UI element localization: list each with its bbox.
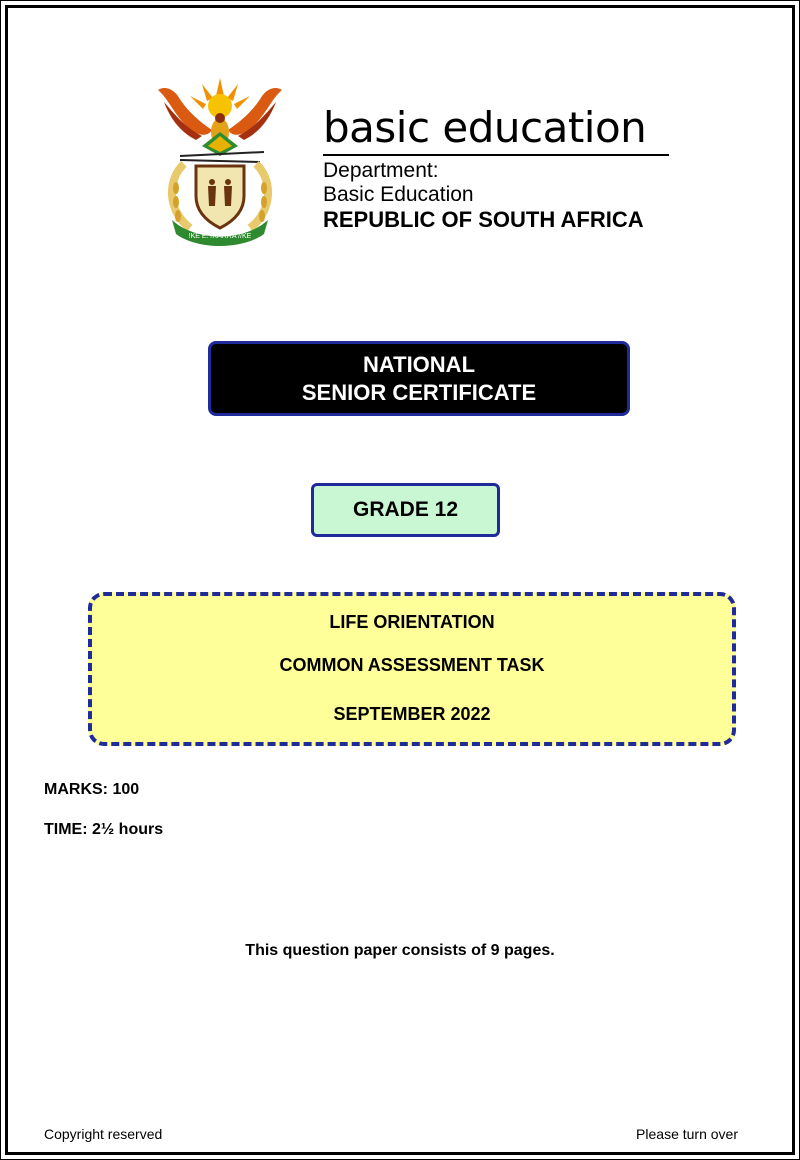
marks-total: MARKS: 100 [44, 781, 140, 798]
exam-date: SEPTEMBER 2022 [333, 704, 491, 724]
grade-badge: GRADE 12 [311, 483, 500, 537]
page-count-note: This question paper consists of 9 pages. [245, 942, 555, 959]
subject-box [88, 592, 736, 746]
svg-text:!KE E: /XARRA //KE: !KE E: /XARRA //KE [188, 233, 252, 240]
footer-copyright: Copyright reserved [44, 1126, 163, 1142]
department-name: Basic Education [323, 183, 474, 206]
department-label: Department: [323, 159, 439, 182]
assessment-task: COMMON ASSESSMENT TASK [279, 655, 545, 675]
certificate-title-line1: NATIONAL [362, 351, 476, 377]
certificate-title-box [208, 341, 630, 416]
footer-turn-over: Please turn over [636, 1126, 738, 1142]
country-name: REPUBLIC OF SOUTH AFRICA [323, 207, 644, 232]
time-allowed: TIME: 2½ hours [44, 821, 164, 838]
subject-name: LIFE ORIENTATION [329, 612, 495, 632]
brand-underline [323, 154, 669, 156]
certificate-title-line2: SENIOR CERTIFICATE [301, 379, 537, 405]
coat-of-arms-icon [150, 70, 290, 246]
brand-block [323, 104, 669, 233]
brand-name: basic education [323, 103, 647, 152]
